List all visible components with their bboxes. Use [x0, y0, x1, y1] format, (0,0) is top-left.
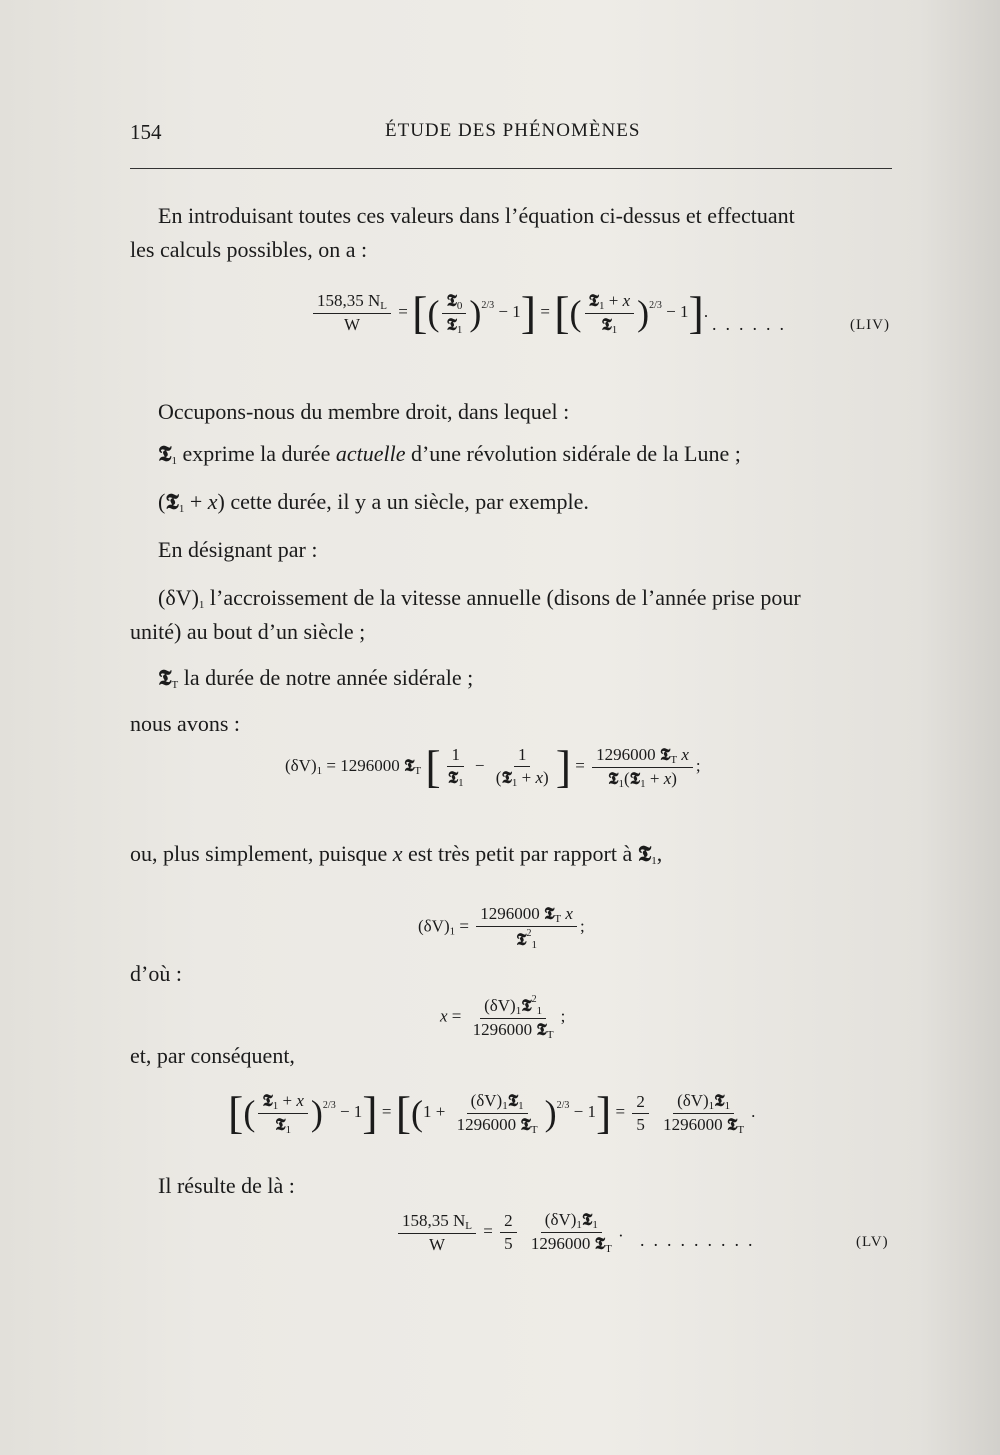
equation-tag-liv: (LIV) [850, 317, 890, 333]
occupons-line: Occupons-nous du membre droit, dans lequel : [158, 399, 570, 424]
nous-avons-line: nous avons : [130, 711, 240, 736]
par-consequent-line: et, par conséquent, [130, 1043, 295, 1068]
equation-liv: $\frac{158,35 N_L}{W}$ = [( $\frac{𝕿_0}{𝕿_1}$ )$^{2/3}$ − 1] = [( $\frac{𝕿_1 + x}{𝕿_1}$ )$^{2/3}$ − 1]. [310, 290, 708, 336]
equation-expansion: [( $\frac{𝕿_1 + x}{𝕿_1}$ )$^{2/3}$ − 1] = [(1 + $\frac{(\delta V)_1𝕿_1}{1296000 𝕿_T}$ )$^{2/3}$ − 1] = $\frac{2}{5}$ $\frac{(\delta V)_1𝕿_1}{1296000 𝕿_T}$ . [228, 1087, 756, 1138]
t1x-definition: (𝕿$_1$ + x) cette durée, il y a un siècle, par exemple. [158, 489, 589, 515]
ou-line: ou, plus simplement, puisque x est très petit par rapport à 𝕿$_1$, [130, 841, 663, 867]
leader-dots-liv: ...... [712, 314, 793, 334]
fraction-lhs: $\frac{158,35 N_L}{W}$ [313, 291, 391, 335]
page-number: 154 [130, 120, 162, 144]
intro-line-1: En introduisant toutes ces valeurs dans l’équation ci-dessus et effectuant [158, 203, 795, 228]
tt-definition: 𝕿$_T$ la durée de notre année sidérale ; [158, 665, 474, 691]
header-rule [130, 168, 892, 169]
equation-dv-simple: $(\delta V)_1$ = $\frac{1296000 𝕿_T x}{𝕿^2_1}$ ; [418, 904, 585, 951]
t1-definition: 𝕿$_1$ exprime la durée actuelle d’une révolution sidérale de la Lune ; [158, 441, 741, 467]
intro-line-2: les calculs possibles, on a : [130, 237, 368, 262]
dv-definition-line-1: $(\delta V)_1$ l’accroissement de la vitesse annuelle (disons de l’année prise pour [158, 585, 801, 611]
equation-x: x = $\frac{(\delta V)_1𝕿^2_1}{1296000 𝕿_T}$ ; [440, 994, 566, 1041]
equation-dv: $(\delta V)_1 = 1296000$ 𝕿$_T$ [ $\frac{1}{𝕿_1}$ − $\frac{1}{(𝕿_1 + x)}$ ] = $\frac{1296000 𝕿_T x}{𝕿_1(𝕿_1 + x)}$ ; [285, 741, 701, 792]
il-resulte-line: Il résulte de là : [158, 1173, 295, 1198]
equation-lv: $\frac{158,35 N_L}{W}$ = $\frac{2}{5}$ $\frac{(\delta V)_1𝕿_1}{1296000 𝕿_T}$ . [395, 1210, 623, 1255]
running-title: ÉTUDE DES PHÉNOMÈNES [385, 120, 641, 141]
leader-dots-lv: ......... [640, 1230, 762, 1250]
equation-tag-lv: (LV) [856, 1234, 889, 1250]
dou-line: d’où : [130, 961, 182, 986]
designant-line: En désignant par : [158, 537, 318, 562]
dv-definition-line-2: unité) au bout d’un siècle ; [130, 619, 366, 644]
